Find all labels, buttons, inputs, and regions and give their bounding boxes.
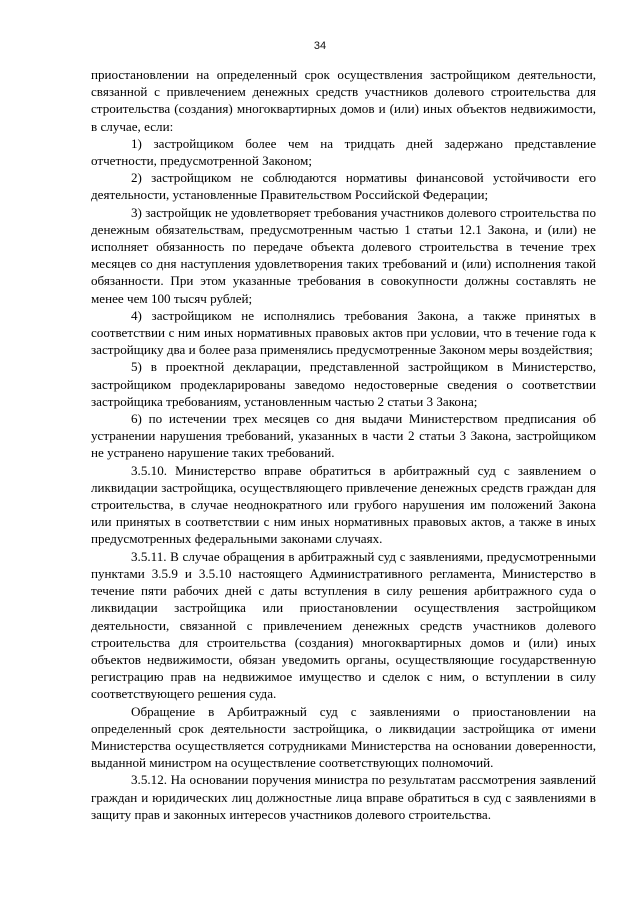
clause-3-5-10: 3.5.10. Министерство вправе обратиться в арбитражный суд с заявлением о ликвидации застройщика, осуществляющего привлечение денежных средств граждан для строительства, в случае неоднократного или грубого нарушения им положений Закона или принятых в соответствии с ним иных нормативных правовых актов, а также в иных предусмотренных федеральными законами случаях. <box>91 462 596 547</box>
list-item-4: 4) застройщиком не исполнялись требования Закона, а также принятых в соответствии с ним иных нормативных правовых актов при условии, что в течение года к застройщику два и более раза применялись предусмотренные Законом меры воздействия; <box>91 307 596 358</box>
document-body <box>91 66 596 823</box>
list-item-2: 2) застройщиком не соблюдаются нормативы финансовой устойчивости его деятельности, установленные Правительством Российской Федерации; <box>91 170 596 203</box>
paragraph-appeal: Обращение в Арбитражный суд с заявлениями о приостановлении на определенный срок деятельности застройщика, о ликвидации застройщика от имени Министерства осуществляется сотрудниками Министерства на основании доверенности, выданной министром на осуществление соответствующих полномочий. <box>91 703 596 771</box>
list-item-6: 6) по истечении трех месяцев со дня выдачи Министерством предписания об устранении нарушения требований, указанных в части 2 статьи 3 Закона, застройщиком не устранено нарушение таких требований. <box>91 411 596 461</box>
page-number: 34 <box>313 40 327 52</box>
paragraph-continuation: приостановлении на определенный срок осуществления застройщиком деятельности, связанной с привлечением денежных средств участников долевого строительства для строительства (создания) многоквартирных домов и (или) иных объектов недвижимости, в случае, если: <box>91 67 596 134</box>
clause-3-5-12: 3.5.12. На основании поручения министра по результатам рассмотрения заявлений граждан и юридических лиц должностные лица вправе обратиться в суд с заявлениями в защиту прав и законных интересов участников долевого строительства. <box>91 772 596 822</box>
list-item-3: 3) застройщик не удовлетворяет требования участников долевого строительства по денежным обязательствам, предусмотренным частью 1 статьи 12.1 Закона, и (или) не исполняет обязанность по передаче объекта долевого строительства в течение трех месяцев со дня наступления удовлетворения таких требований и (или) исполнения такой обязанности. При этом указанные требования в совокупности должны составлять не менее чем 100 тысяч рублей; <box>91 204 596 306</box>
clause-3-5-11: 3.5.11. В случае обращения в арбитражный суд с заявлениями, предусмотренными пунктами 3.5.9 и 3.5.10 настоящего Административного регламента, Министерство в течение пяти рабочих дней с даты вступления в силу решения арбитражного суда о ликвидации застройщика или приостановлении осуществления застройщиком деятельности, связанной с привлечением денежных средств участников долевого строительства для строительства (создания) многоквартирных домов и (или) иных объектов недвижимости, обязан уведомить органы, осуществляющие государственную регистрацию прав на недвижимое имущество и сделок с ним, о вступлении в силу соответствующего решения суда. <box>91 548 596 702</box>
list-item-5: 5) в проектной декларации, представленной застройщиком в Министерство, застройщиком продекларированы заведомо недостоверные сведения о соответствии застройщика требованиям, установленным частью 2 статьи 3 Закона; <box>91 359 596 409</box>
list-item-1: 1) застройщиком более чем на тридцать дней задержано представление отчетности, предусмотренной Законом; <box>91 135 596 169</box>
